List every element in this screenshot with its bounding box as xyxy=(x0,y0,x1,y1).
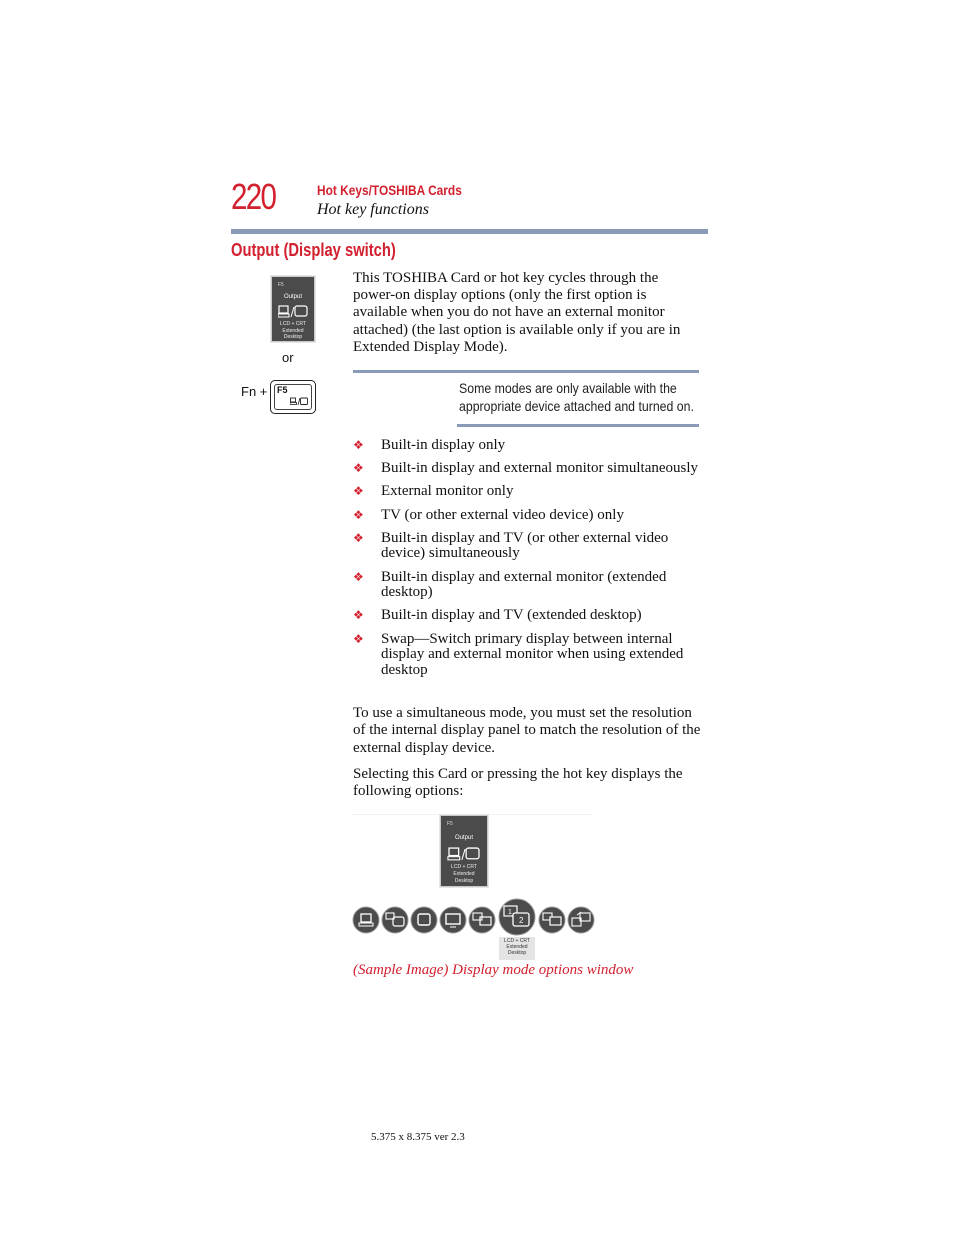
section-subtitle: Hot key functions xyxy=(317,201,429,218)
bullet-marker-icon: ❖ xyxy=(353,530,364,545)
image-caption: (Sample Image) Display mode options window xyxy=(353,962,634,978)
bullet-marker-icon: ❖ xyxy=(353,507,364,522)
intro-paragraph: This TOSHIBA Card or hot key cycles through the power-on display options (only the first option is available when you do not have an external monitor attached) (the last option is available only if you are in Extended Display Mode). xyxy=(353,270,681,355)
selected-mode-label-line: Extended xyxy=(506,944,528,951)
card-line: Desktop xyxy=(454,878,474,884)
list-item: ❖ TV (or other external video device) only xyxy=(353,506,624,523)
list-item: ❖ Built-in display and TV (extended desktop) xyxy=(353,607,642,624)
list-item: ❖ External monitor only xyxy=(353,483,514,500)
swap-icon xyxy=(567,906,595,939)
output-card xyxy=(271,276,315,342)
list-item: ❖ Swap—Switch primary display between internal display and external monitor when using extended desktop xyxy=(353,630,684,678)
card-line: Desktop xyxy=(283,334,303,340)
list-item: ❖ Built-in display only xyxy=(353,437,506,453)
selected-mode-label-line: Desktop xyxy=(507,950,527,957)
selected-mode-label-line: LCD + CRT xyxy=(504,938,530,944)
fn-label: Fn + xyxy=(241,384,268,399)
footer-version: 5.375 x 8.375 ver 2.3 xyxy=(371,1131,465,1143)
tv-icon xyxy=(439,906,467,939)
header-rule xyxy=(231,229,708,234)
laptop-monitor-icon xyxy=(381,906,409,939)
f5-key xyxy=(270,380,316,414)
laptop-monitor-icon xyxy=(278,305,308,319)
resolution-paragraph: To use a simultaneous mode, you must set the resolution of the internal display panel to match the resolution of the external display device. xyxy=(353,705,701,756)
bullet-marker-icon: ❖ xyxy=(353,569,364,584)
bullet-marker-icon: ❖ xyxy=(353,461,364,476)
chapter-title: Hot Keys/TOSHIBA Cards xyxy=(317,182,462,198)
list-item: ❖ Built-in display and external monitor simultaneously xyxy=(353,460,699,477)
options-paragraph: Selecting this Card or pressing the hot key displays the following options: xyxy=(353,766,683,800)
f5-key-label: F5 xyxy=(277,385,288,395)
card-line: LCD + CRT xyxy=(451,864,477,870)
bullet-marker-icon: ❖ xyxy=(353,608,364,623)
laptop-tv-icon xyxy=(468,906,496,939)
card-title: Output xyxy=(454,835,473,841)
list-item: ❖ Built-in display and external monitor (extended desktop) xyxy=(353,568,667,601)
sample-output-card xyxy=(440,815,488,887)
card-line: Extended xyxy=(282,327,304,334)
ext-number-1: 1 xyxy=(508,909,512,916)
laptop-tv-extended-icon xyxy=(538,906,566,939)
card-line: LCD + CRT xyxy=(280,321,306,327)
laptop-icon xyxy=(352,906,380,939)
section-title: Output (Display switch) xyxy=(231,240,396,260)
extended-desktop-icon xyxy=(498,898,536,941)
list-item: ❖ Built-in display and TV (or other external video device) simultaneously xyxy=(353,529,669,562)
ext-number-2: 2 xyxy=(519,916,524,925)
bullet-marker-icon: ❖ xyxy=(353,438,364,452)
note-rule-bottom xyxy=(457,424,699,427)
laptop-monitor-icon xyxy=(447,847,481,862)
display-mode-strip xyxy=(352,898,598,960)
selected-mode-label xyxy=(499,937,535,960)
note-rule-top xyxy=(353,370,699,373)
or-label: or xyxy=(282,350,294,365)
card-key-label: F5 xyxy=(278,282,284,288)
display-switch-icon xyxy=(290,397,308,406)
bullet-marker-icon: ❖ xyxy=(353,631,364,646)
note-text: Some modes are only available with the appropriate device attached and turned on. xyxy=(459,380,694,414)
card-line: Extended xyxy=(453,871,475,877)
bullet-marker-icon: ❖ xyxy=(353,484,364,499)
display-options-list xyxy=(353,438,703,686)
card-title: Output xyxy=(283,294,302,300)
card-key-label: F5 xyxy=(447,821,453,827)
monitor-icon xyxy=(410,906,438,939)
page-number: 220 xyxy=(231,176,276,217)
